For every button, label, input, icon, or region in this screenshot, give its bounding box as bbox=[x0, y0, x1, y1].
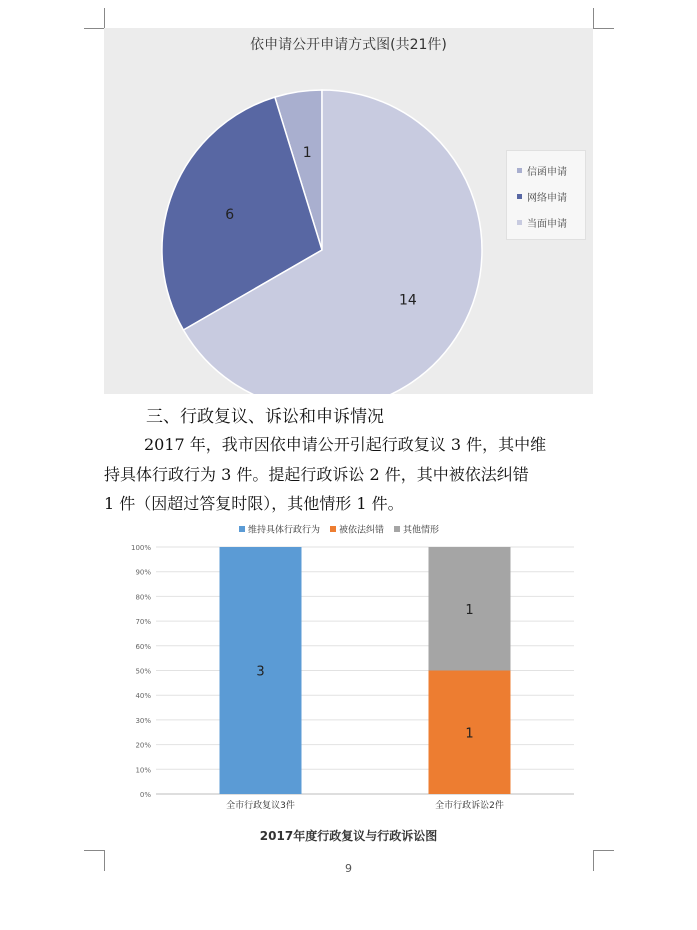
y-tick-label: 10% bbox=[135, 766, 151, 775]
pie-legend-item bbox=[517, 157, 585, 183]
pie-data-label-1: 1 bbox=[302, 144, 312, 161]
legend-swatch bbox=[517, 220, 522, 225]
y-tick-label: 20% bbox=[135, 741, 151, 750]
legend-label: 当面申请 bbox=[527, 218, 567, 230]
crop-mark-top-right bbox=[593, 8, 614, 29]
legend-swatch bbox=[239, 526, 245, 532]
pie-legend bbox=[506, 150, 586, 240]
bar-data-label: 1 bbox=[465, 602, 474, 618]
y-tick-label: 90% bbox=[135, 568, 151, 577]
crop-mark-top-left bbox=[84, 8, 105, 29]
paragraph-line-2: 持具体行政行为 3 件。提起行政诉讼 2 件，其中被依法纠错 bbox=[104, 465, 529, 484]
y-tick-label: 80% bbox=[135, 593, 151, 602]
pie-chart-title: 依申请公开申请方式图(共21件) bbox=[250, 37, 447, 53]
bar-chart-canvas bbox=[104, 515, 593, 825]
paragraph-line-1: 2017 年，我市因依申请公开引起行政复议 3 件，其中维 bbox=[144, 435, 547, 454]
y-tick-label: 70% bbox=[135, 618, 151, 627]
pie-data-label-3: 14 bbox=[398, 292, 417, 309]
section-heading: 三、行政复议、诉讼和申诉情况 bbox=[146, 407, 384, 427]
bar-chart-title: 2017年度行政复议与行政诉讼图 bbox=[259, 829, 438, 843]
page-number: 9 bbox=[345, 862, 352, 875]
y-tick-label: 100% bbox=[130, 544, 151, 552]
legend-swatch bbox=[517, 168, 522, 173]
x-category-label: 全市行政复议3件 bbox=[226, 801, 295, 811]
bar-data-label: 3 bbox=[256, 664, 265, 680]
legend-swatch bbox=[394, 526, 400, 532]
paragraph-line-3: 1 件（因超过答复时限），其他情形 1 件。 bbox=[104, 494, 404, 513]
legend-swatch bbox=[517, 194, 522, 199]
legend-label: 网络申请 bbox=[527, 192, 567, 204]
legend-label: 维持具体行政行为 bbox=[248, 525, 321, 536]
y-tick-label: 50% bbox=[135, 667, 151, 676]
legend-label: 被依法纠错 bbox=[339, 525, 385, 536]
legend-label: 其他情形 bbox=[403, 525, 440, 536]
pie-data-label-2: 6 bbox=[225, 206, 235, 223]
x-category-label: 全市行政诉讼2件 bbox=[435, 801, 504, 811]
bar-data-label: 1 bbox=[465, 726, 474, 742]
bar-chart bbox=[104, 515, 593, 845]
y-tick-label: 40% bbox=[135, 692, 151, 701]
legend-swatch bbox=[330, 526, 336, 532]
y-tick-label: 0% bbox=[139, 791, 151, 799]
y-tick-label: 30% bbox=[135, 716, 151, 725]
pie-legend-item bbox=[517, 209, 585, 235]
y-tick-label: 60% bbox=[135, 642, 151, 651]
legend-label: 信函申请 bbox=[527, 166, 567, 178]
pie-legend-item bbox=[517, 183, 585, 209]
